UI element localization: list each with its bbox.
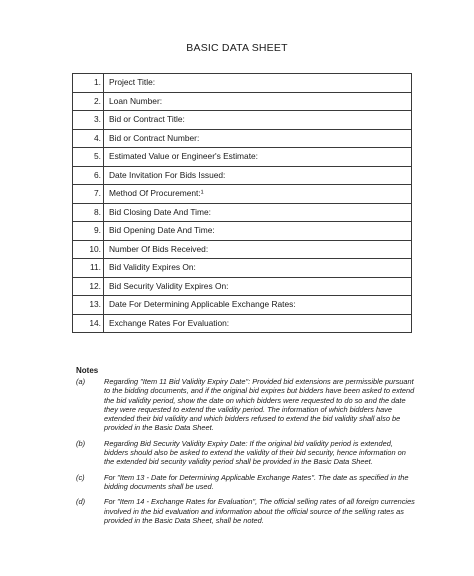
table-row: [73, 148, 412, 167]
table-row: [73, 92, 412, 111]
row-label: Estimated Value or Engineer's Estimate:: [104, 148, 412, 167]
row-number: 11.: [73, 259, 104, 278]
note-text: For "Item 13 - Date for Determining Applicable Exchange Rates". The date as specified in the bidding documents shall be used.: [104, 472, 409, 491]
table-row: [73, 166, 412, 185]
row-number: 14.: [73, 314, 104, 333]
table-row: [73, 222, 412, 241]
table-row: [73, 185, 412, 204]
row-label: Number Of Bids Received:: [104, 240, 412, 259]
row-label: Bid Opening Date And Time:: [104, 222, 412, 241]
table-row: [73, 111, 412, 130]
note-item: [76, 377, 416, 433]
row-label: Project Title:: [104, 74, 412, 93]
basic-data-table: [72, 73, 412, 333]
note-text: Regarding "Item 11 Bid Validity Expiry Date": Provided bid extensions are permissible pursuant to the bidding documents, and if the original bid expires but bidders have been asked to extend the bid validity period, show the date on which bidders were requested to do so and the date they were requested to extend the validity period. The information of which bidders have extended their bid validity and which bidders refused to extend the bid validity shall also be provided in the Basic Data Sheet.: [104, 377, 415, 433]
row-number: 2.: [73, 92, 104, 111]
table-row: [73, 129, 412, 148]
notes-heading: Notes: [76, 366, 99, 375]
table-row: [73, 314, 412, 333]
table-row: [73, 203, 412, 222]
row-label: Date For Determining Applicable Exchange Rates:: [104, 296, 412, 315]
document-title: BASIC DATA SHEET: [186, 42, 288, 54]
row-label: Loan Number:: [104, 92, 412, 111]
note-label: (a): [76, 377, 86, 386]
row-number: 9.: [73, 222, 104, 241]
row-label: Bid Validity Expires On:: [104, 259, 412, 278]
note-item: [76, 439, 416, 467]
note-item: [76, 473, 416, 492]
table-row: [73, 74, 412, 93]
table-row: [73, 259, 412, 278]
note-label: (d): [76, 497, 86, 507]
row-number: 12.: [73, 277, 104, 296]
row-label: Bid Security Validity Expires On:: [104, 277, 412, 296]
row-number: 7.: [73, 185, 104, 204]
row-number: 1.: [73, 74, 104, 93]
table-row: [73, 277, 412, 296]
table-row: [73, 240, 412, 259]
row-number: 5.: [73, 148, 104, 167]
note-text: Regarding Bid Security Validity Expiry Date: If the original bid validity period is extended, bidders should also be asked to extend the validity of their bid security, hence information on the extended bid security validity period shall be provided in the Basic Data Sheet.: [104, 438, 406, 467]
row-label: Bid or Contract Title:: [104, 111, 412, 130]
notes-section: [76, 366, 416, 531]
note-label: (c): [76, 472, 85, 482]
row-number: 8.: [73, 203, 104, 222]
row-label: Bid or Contract Number:: [104, 129, 412, 148]
row-number: 3.: [73, 111, 104, 130]
table-body: [73, 74, 412, 333]
row-label: Exchange Rates For Evaluation:: [104, 314, 412, 333]
note-text: For "Item 14 - Exchange Rates for Evaluation", The official selling rates of all foreign currencies involved in the bid evaluation and information about the official source of the selling rates as provided in the Basic Data Sheet, shall be noted.: [104, 497, 415, 525]
note-item: [76, 497, 416, 525]
row-number: 13.: [73, 296, 104, 315]
table-row: [73, 296, 412, 315]
row-number: 4.: [73, 129, 104, 148]
row-number: 6.: [73, 166, 104, 185]
row-label: Date Invitation For Bids Issued:: [104, 166, 412, 185]
note-label: (b): [76, 438, 86, 448]
row-label: Bid Closing Date And Time:: [104, 203, 412, 222]
row-number: 10.: [73, 240, 104, 259]
row-label: Method Of Procurement:¹: [104, 185, 412, 204]
